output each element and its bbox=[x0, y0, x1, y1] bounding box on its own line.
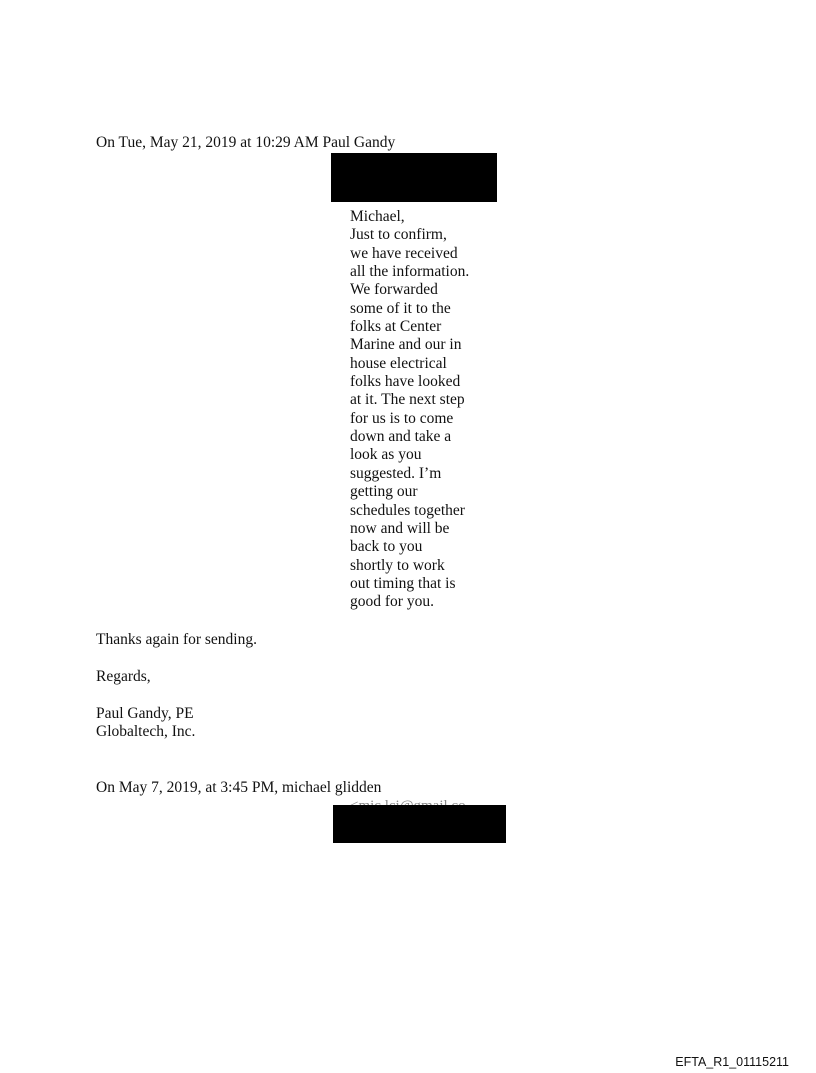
reply-header-line: On Tue, May 21, 2019 at 10:29 AM Paul Gandy bbox=[96, 134, 396, 151]
message-line: some of it to the bbox=[350, 299, 451, 317]
message-line: now and will be bbox=[350, 519, 450, 537]
message-line: house electrical bbox=[350, 354, 447, 372]
message-line: folks have looked bbox=[350, 373, 461, 391]
message-line: schedules together bbox=[350, 501, 465, 519]
message-line: for us is to come bbox=[350, 409, 454, 427]
message-line: at it. The next step bbox=[350, 391, 465, 409]
message-line: We forwarded bbox=[350, 281, 438, 299]
signature-company: Globaltech, Inc. bbox=[96, 723, 196, 740]
quoted-header-line: On May 7, 2019, at 3:45 PM, michael glidden bbox=[96, 779, 382, 796]
message-line: down and take a bbox=[350, 428, 452, 446]
message-line: folks at Center bbox=[350, 318, 442, 336]
document-id: EFTA_R1_01115211 bbox=[675, 1055, 789, 1069]
message-line: getting our bbox=[350, 483, 418, 501]
message-line: we have received bbox=[350, 244, 458, 262]
message-line: good for you. bbox=[350, 593, 434, 611]
signature-name: Paul Gandy, PE bbox=[96, 705, 194, 722]
message-line: out timing that is bbox=[350, 574, 456, 592]
message-body bbox=[350, 208, 500, 612]
message-line: Just to confirm, bbox=[350, 226, 447, 244]
redaction-box-sender-email bbox=[331, 153, 497, 202]
regards-line: Regards, bbox=[96, 668, 151, 685]
message-line: all the information. bbox=[350, 263, 470, 281]
message-line: suggested. I’m bbox=[350, 464, 442, 482]
message-line: Michael, bbox=[350, 208, 405, 225]
thanks-line: Thanks again for sending. bbox=[96, 631, 257, 648]
message-line: back to you bbox=[350, 538, 423, 556]
message-line: look as you bbox=[350, 446, 422, 464]
message-line: Marine and our in bbox=[350, 336, 462, 354]
redaction-box-quoted-email bbox=[333, 805, 506, 843]
message-line: shortly to work bbox=[350, 556, 445, 574]
